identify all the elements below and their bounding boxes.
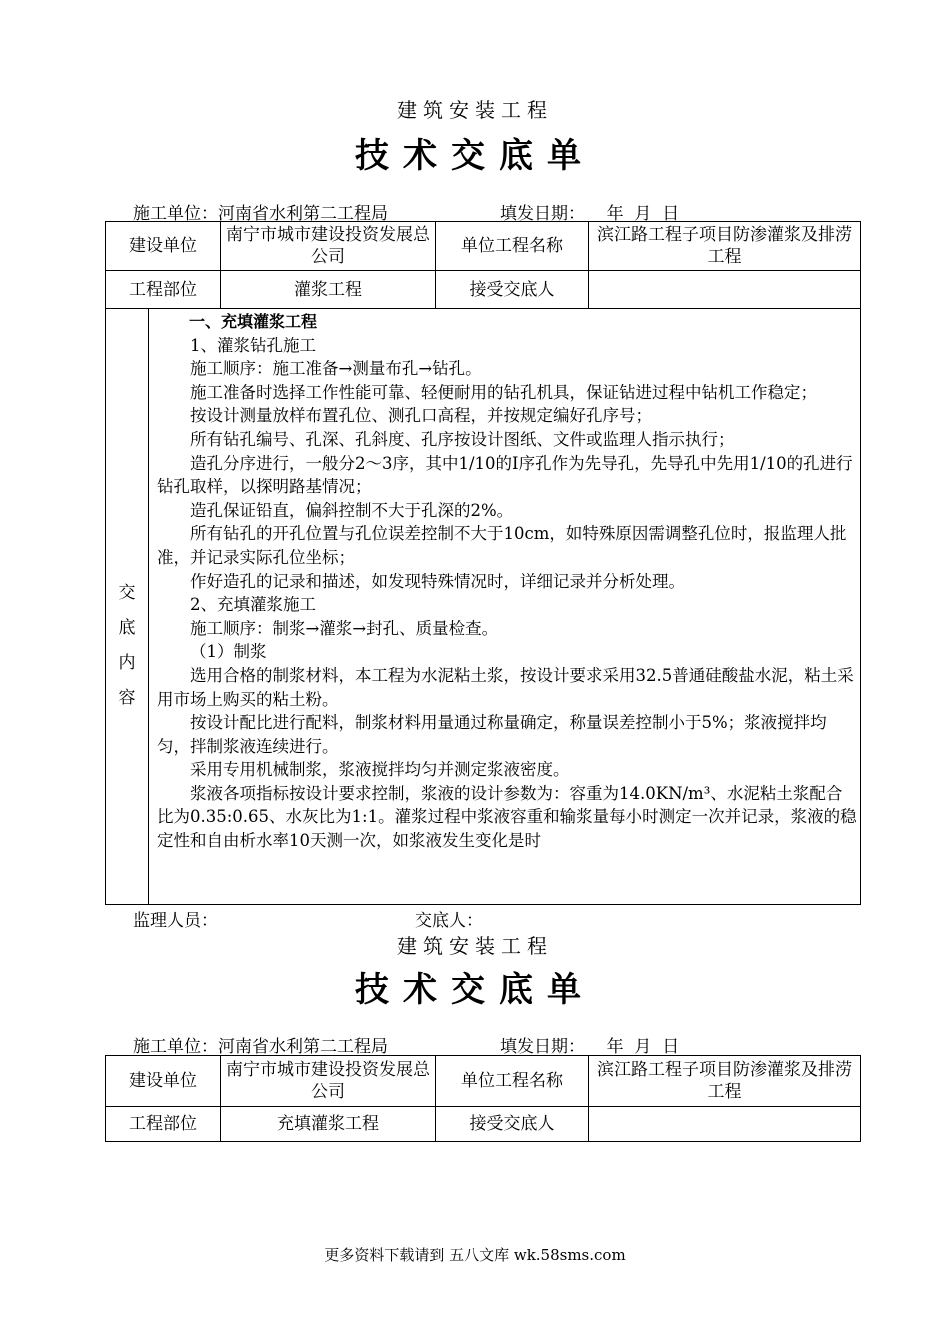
paragraph: 造孔保证铅直，偏斜控制不大于孔深的2%。 [190, 500, 514, 520]
footer-link-text: 更多资料下载请到 五八文库 wk.58sms.com [324, 1246, 626, 1264]
label-receiver: 接受交底人 [436, 271, 589, 309]
value-project-name: 滨江路工程子项目防渗灌浆及排涝工程 [589, 222, 861, 271]
paragraph: 按设计测量放样布置孔位、测孔口高程，并按规定编好孔序号； [190, 406, 652, 426]
label-build-unit: 建设单位 [106, 222, 221, 271]
document-subtitle: 建筑安装工程 [397, 934, 553, 958]
label-project-part: 工程部位 [106, 1107, 221, 1142]
value-build-unit: 南宁市城市建设投资发展总公司 [221, 1056, 436, 1107]
value-project-part: 充填灌浆工程 [221, 1107, 436, 1142]
meta-line [133, 199, 853, 224]
table-row [106, 222, 861, 271]
paragraph: 浆液各项指标按设计要求控制，浆液的设计参数为：容重为14.0KN/m³、水泥粘土浆配合比为0.35:0.65、水灰比为1:1。灌浆过程中浆液容重和输浆量每小时测定一次并记录，浆液的稳定性和自由析水率10天测一次，如浆液发生变化是时 [157, 783, 857, 851]
side-char: 容 [118, 688, 136, 708]
side-char: 内 [118, 653, 136, 673]
label-project-name: 单位工程名称 [436, 222, 589, 271]
paragraph: 施工顺序：施工准备→测量布孔→钻孔。 [190, 359, 482, 379]
subsection-heading: 2、充填灌浆施工 [190, 595, 316, 615]
paragraph: 作好造孔的记录和描述，如发现特殊情况时，详细记录并分析处理。 [190, 571, 685, 591]
table-row [106, 1107, 861, 1142]
paragraph: 施工准备时选择工作性能可靠、轻便耐用的钻孔机具，保证钻进过程中钻机工作稳定； [190, 382, 817, 402]
document-title: 技术交底单 [355, 970, 595, 1010]
paragraph: 采用专用机械制浆，浆液搅拌均匀并测定浆液密度。 [190, 760, 570, 780]
side-char: 交 [118, 583, 136, 603]
side-char: 底 [118, 618, 136, 638]
construction-unit: 施工单位：河南省水利第二工程局 [133, 204, 388, 224]
label-receiver: 接受交底人 [436, 1107, 589, 1142]
supervisor-label: 监理人员： [133, 911, 218, 931]
section-heading: 一、充填灌浆工程 [189, 312, 318, 331]
paragraph: 选用合格的制浆材料，本工程为水泥粘土浆，按设计要求采用32.5普通硅酸盐水泥，粘土采用市场上购买的粘土粉。 [157, 665, 854, 709]
table-row [106, 271, 861, 309]
value-build-unit: 南宁市城市建设投资发展总公司 [221, 222, 436, 271]
paragraph: 按设计配比进行配料，制浆材料用量通过称量确定，称量误差控制小于5%；浆液搅拌均匀，拌制浆液连续进行。 [157, 713, 827, 756]
paragraph: 造孔分序进行，一般分2～3序，其中1/10的Ⅰ序孔作为先导孔，先导孔中先用1/10的孔进行钻孔取样，以探明路基情况； [157, 453, 853, 497]
paragraph: 所有钻孔的开孔位置与孔位误差控制不大于10cm，如特殊原因需调整孔位时，报监理人批准，并记录实际孔位坐标； [157, 524, 847, 567]
disclosure-content-box [105, 308, 861, 905]
label-build-unit: 建设单位 [106, 1056, 221, 1107]
issue-date: 填发日期： 年 月 日 [500, 1037, 680, 1057]
meta-line [133, 1032, 853, 1057]
value-receiver [589, 271, 861, 309]
label-project-name: 单位工程名称 [436, 1056, 589, 1107]
value-project-part: 灌浆工程 [221, 271, 436, 309]
subsection-heading: 1、灌浆钻孔施工 [190, 335, 316, 355]
construction-unit: 施工单位：河南省水利第二工程局 [133, 1037, 388, 1057]
discloser-label: 交底人： [415, 911, 483, 931]
side-label [106, 576, 148, 716]
paragraph: 所有钻孔编号、孔深、孔斜度、孔序按设计图纸、文件或监理人指示执行； [190, 429, 735, 449]
document-subtitle: 建筑安装工程 [397, 98, 553, 122]
document-title: 技术交底单 [355, 136, 595, 176]
item-heading: （1）制浆 [190, 642, 267, 662]
value-project-name: 滨江路工程子项目防渗灌浆及排涝工程 [589, 1056, 861, 1107]
disclosure-text [157, 308, 857, 853]
info-table [105, 1055, 861, 1142]
paragraph: 施工顺序：制浆→灌浆→封孔、质量检查。 [190, 618, 499, 638]
value-receiver [589, 1107, 861, 1142]
label-project-part: 工程部位 [106, 271, 221, 309]
issue-date: 填发日期： 年 月 日 [500, 204, 680, 224]
table-row [106, 1056, 861, 1107]
info-table [105, 221, 861, 309]
side-column [106, 308, 149, 904]
